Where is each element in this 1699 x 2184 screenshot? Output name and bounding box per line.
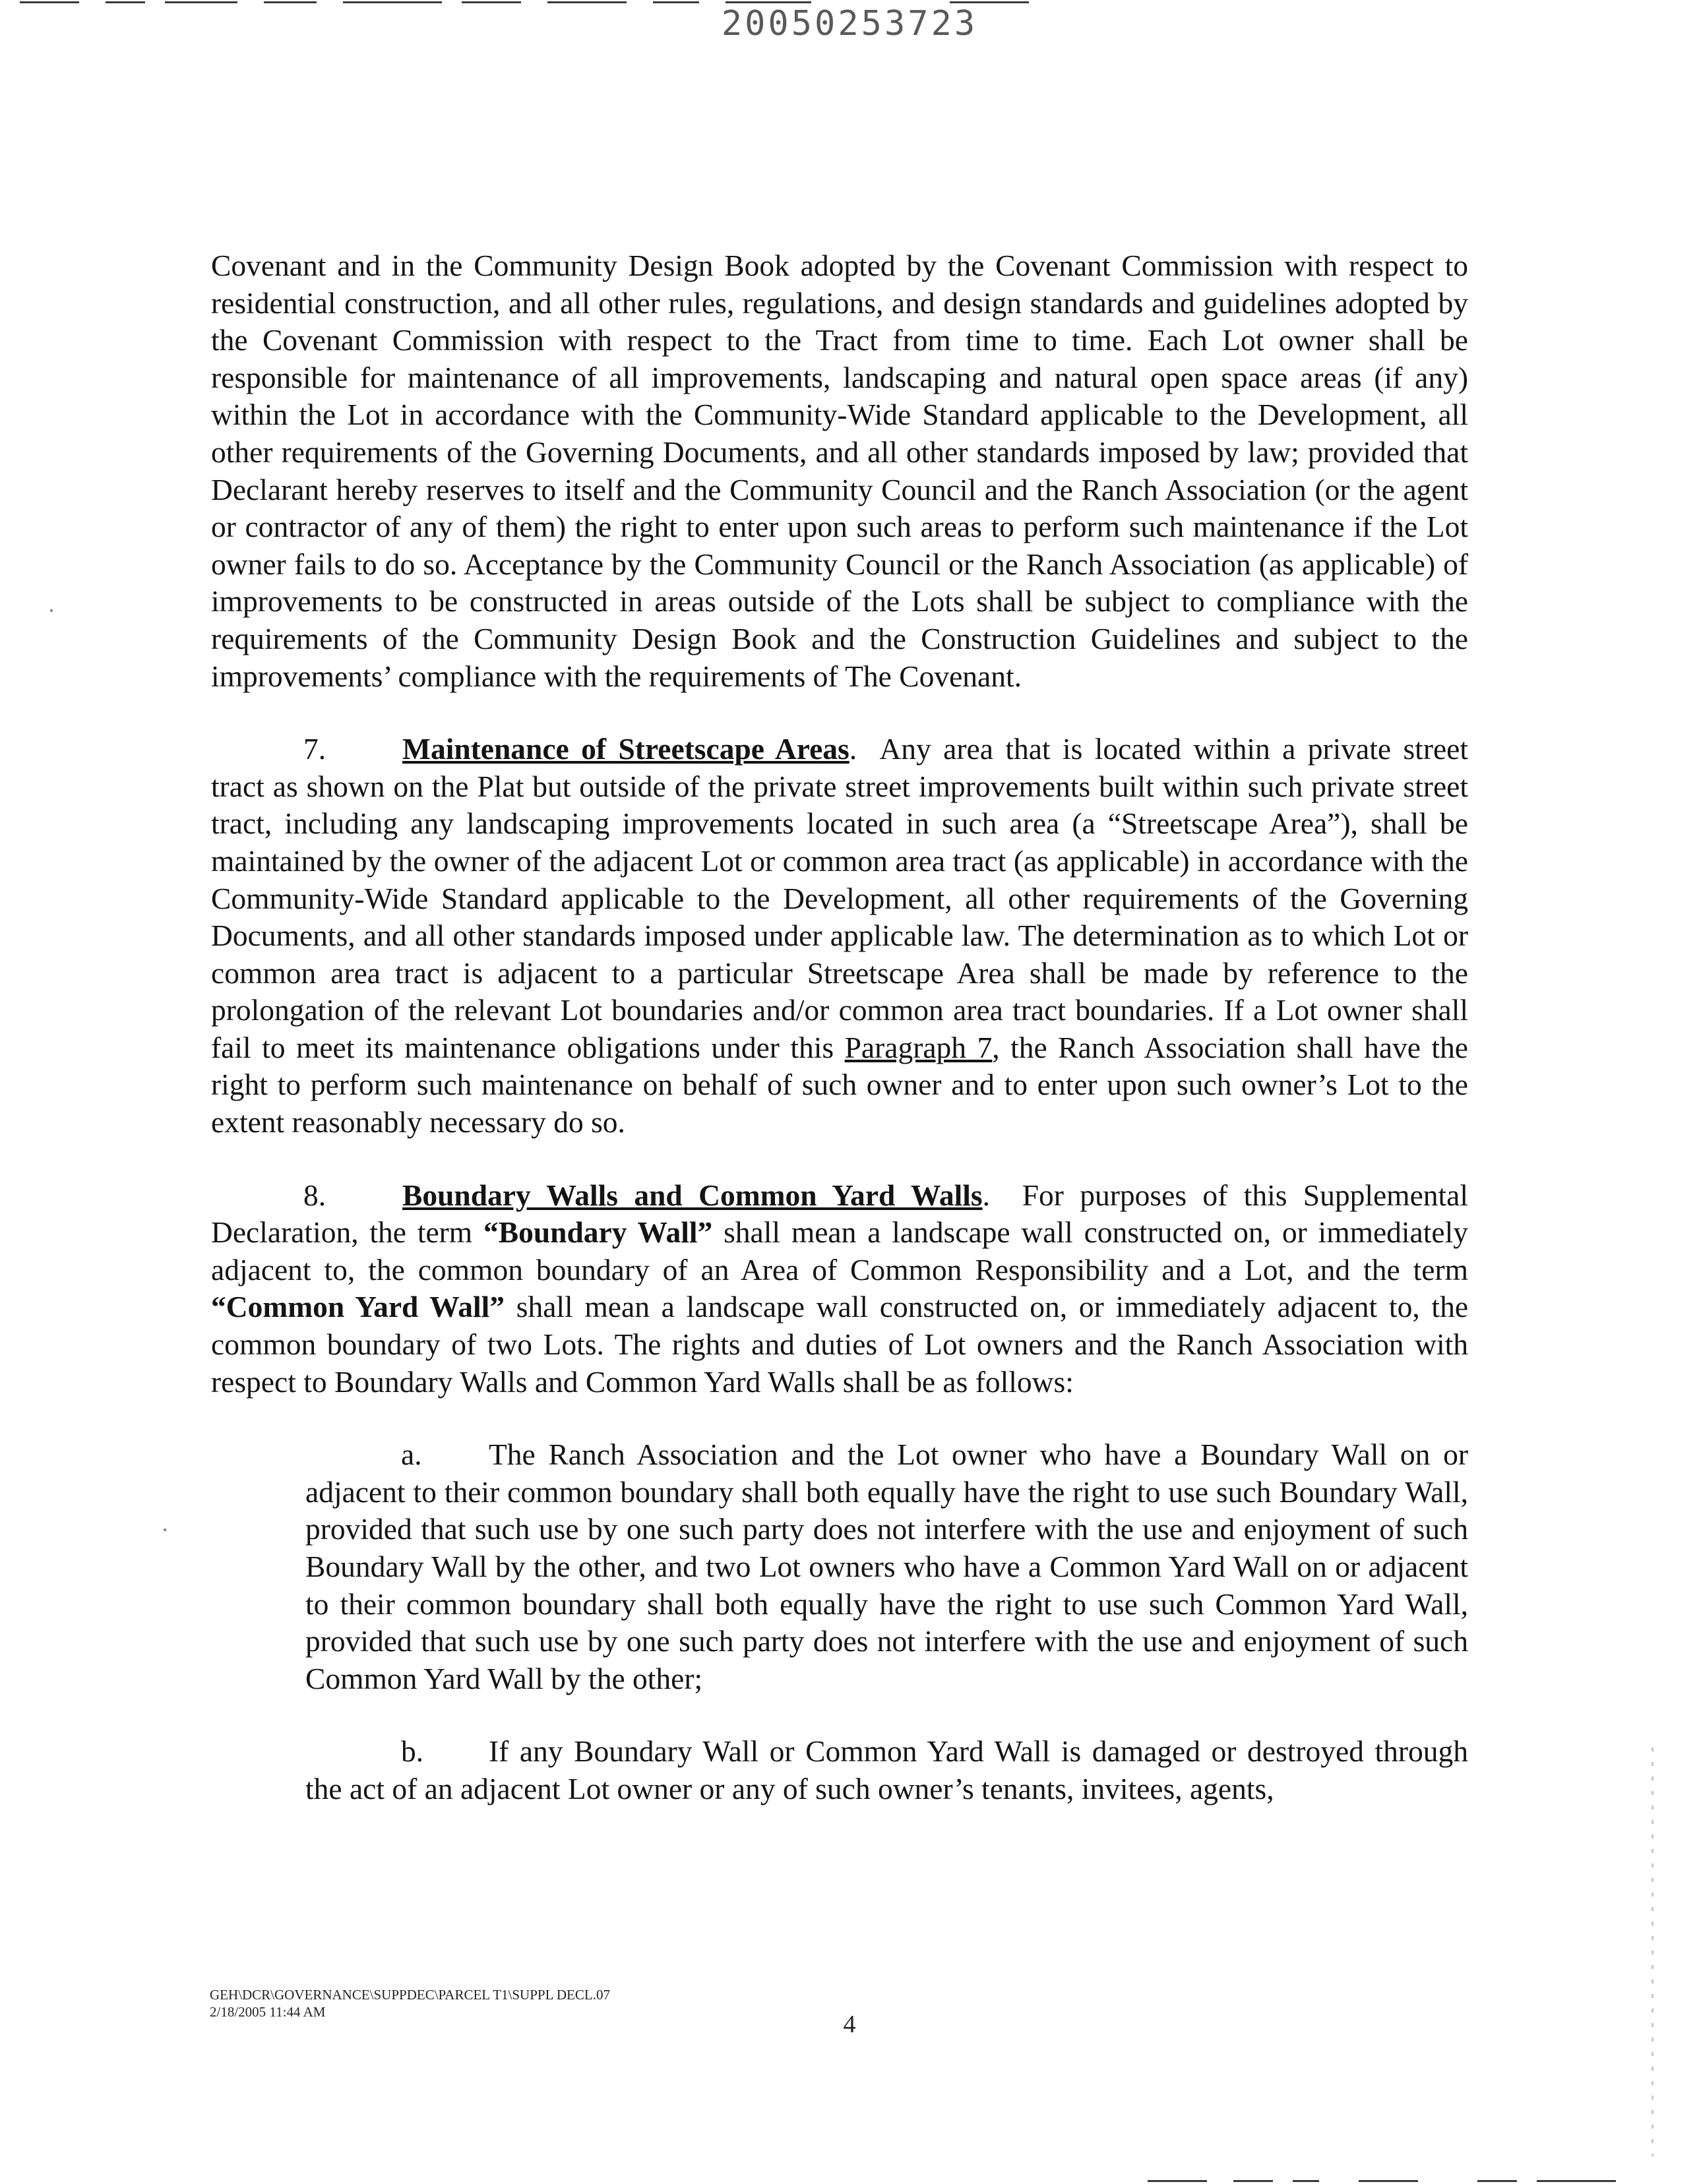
paragraph-7-reference: Paragraph 7 [844,1030,993,1064]
scan-speck [164,1529,166,1531]
section-7-text-part-b: , the Ranch Association shall have the right to perform such maintenance on behalf of such owner and to enter upon such owner’s Lot to the extent reasonably necessary do so. [211,1030,1469,1139]
document-body [211,247,1468,1808]
common-yard-wall-term: “Common Yard Wall” [211,1290,505,1324]
subsection-a [305,1436,1468,1697]
section-8-text-part-b: shall mean a landscape wall constructed on, or immediately adjacent to, the common boundary of an Area of Common Responsibility and a Lot, and the term [211,1215,1468,1287]
footer-timestamp: 2/18/2005 11:44 AM [210,2004,326,2020]
section-7-number: 7. [303,732,326,766]
section-7-text-part-a: Any area that is located within a private street tract as shown on the Plat but outside of the private street improvements built within such private street tract, including any landscaping improvements located in such area (a “Streetscape Area”), shall be maintained by the owner of the adjacent Lot or common area tract (as applicable) in accordance with the Community-Wide Standard applicable to the Development, all other requirements of the Governing Documents, and all other standards imposed under applicable law. The determination as to which Lot or common area tract is adjacent to a particular Streetscape Area shall be made by reference to the prolongation of the relevant Lot boundaries and/or common area tract boundaries. If a Lot owner shall fail to meet its maintenance obligations under this [211,732,1468,1064]
scan-bottom-edge-marks [0,2177,1699,2184]
scan-speck [50,609,53,612]
section-7-heading-period: . [849,732,857,766]
section-8-heading: Boundary Walls and Common Yard Walls [402,1178,983,1212]
subsection-a-text: The Ranch Association and the Lot owner who have a Boundary Wall on or adjacent to their common boundary shall both equally have the right to use such Boundary Wall, provided that such use by one such party does not interfere with the use and enjoyment of such Boundary Wall by the other, and two Lot owners who have a Common Yard Wall on or adjacent to their common boundary shall both equally have the right to use such Common Yard Wall, provided that such use by one such party does not interfere with the use and enjoyment of such Common Yard Wall by the other; [305,1438,1468,1695]
subsection-b [305,1733,1468,1807]
boundary-wall-term: “Boundary Wall” [483,1215,713,1250]
page-number: 4 [843,2011,856,2038]
scan-right-edge-noise [1652,1747,1653,2156]
section-8-text-part-a: For purposes of this Supplemental Declaration, the term [211,1178,1468,1250]
footer-file-path: GEH\DCR\GOVERNANCE\SUPPDEC\PARCEL T1\SUPPL DECL.07 [210,1987,610,2003]
section-8-paragraph [211,1177,1468,1401]
document-number: 20050253723 [721,4,978,44]
section-8-number: 8. [303,1178,326,1212]
intro-paragraph: Covenant and in the Community Design Book adopted by the Covenant Commission with respect to residential construction, and all other rules, regulations, and design standards and guidelines adopted by the Covenant Commission with respect to the Tract from time to time. Each Lot owner shall be responsible for maintenance of all improvements, landscaping and natural open space areas (if any) within the Lot in accordance with the Community-Wide Standard applicable to the Development, all other requirements of the Governing Documents, and all other standards imposed by law; provided that Declarant hereby reserves to itself and the Community Council and the Ranch Association (or the agent or contractor of any of them) the right to enter upon such areas to perform such maintenance if the Lot owner fails to do so. Acceptance by the Community Council or the Ranch Association (as applicable) of improvements to be constructed in areas outside of the Lots shall be subject to compliance with the requirements of the Community Design Book and the Construction Guidelines and subject to the improvements’ compliance with the requirements of The Covenant. [211,249,1468,693]
subsection-a-letter: a. [401,1438,422,1472]
section-8-heading-period: . [982,1178,990,1212]
subsection-b-letter: b. [401,1734,424,1769]
subsection-b-text: If any Boundary Wall or Common Yard Wall is damaged or destroyed through the act of an adjacent Lot owner or any of such owner’s tenants, invitees, agents, [305,1734,1468,1805]
section-8-text-part-c: shall mean a landscape wall constructed on, or immediately adjacent to, the common boundary of two Lots. The rights and duties of Lot owners and the Ranch Association with respect to Boundary Walls and Common Yard Walls shall be as follows: [211,1290,1469,1399]
section-7-heading: Maintenance of Streetscape Areas [402,732,850,766]
section-7-paragraph [211,731,1468,1141]
